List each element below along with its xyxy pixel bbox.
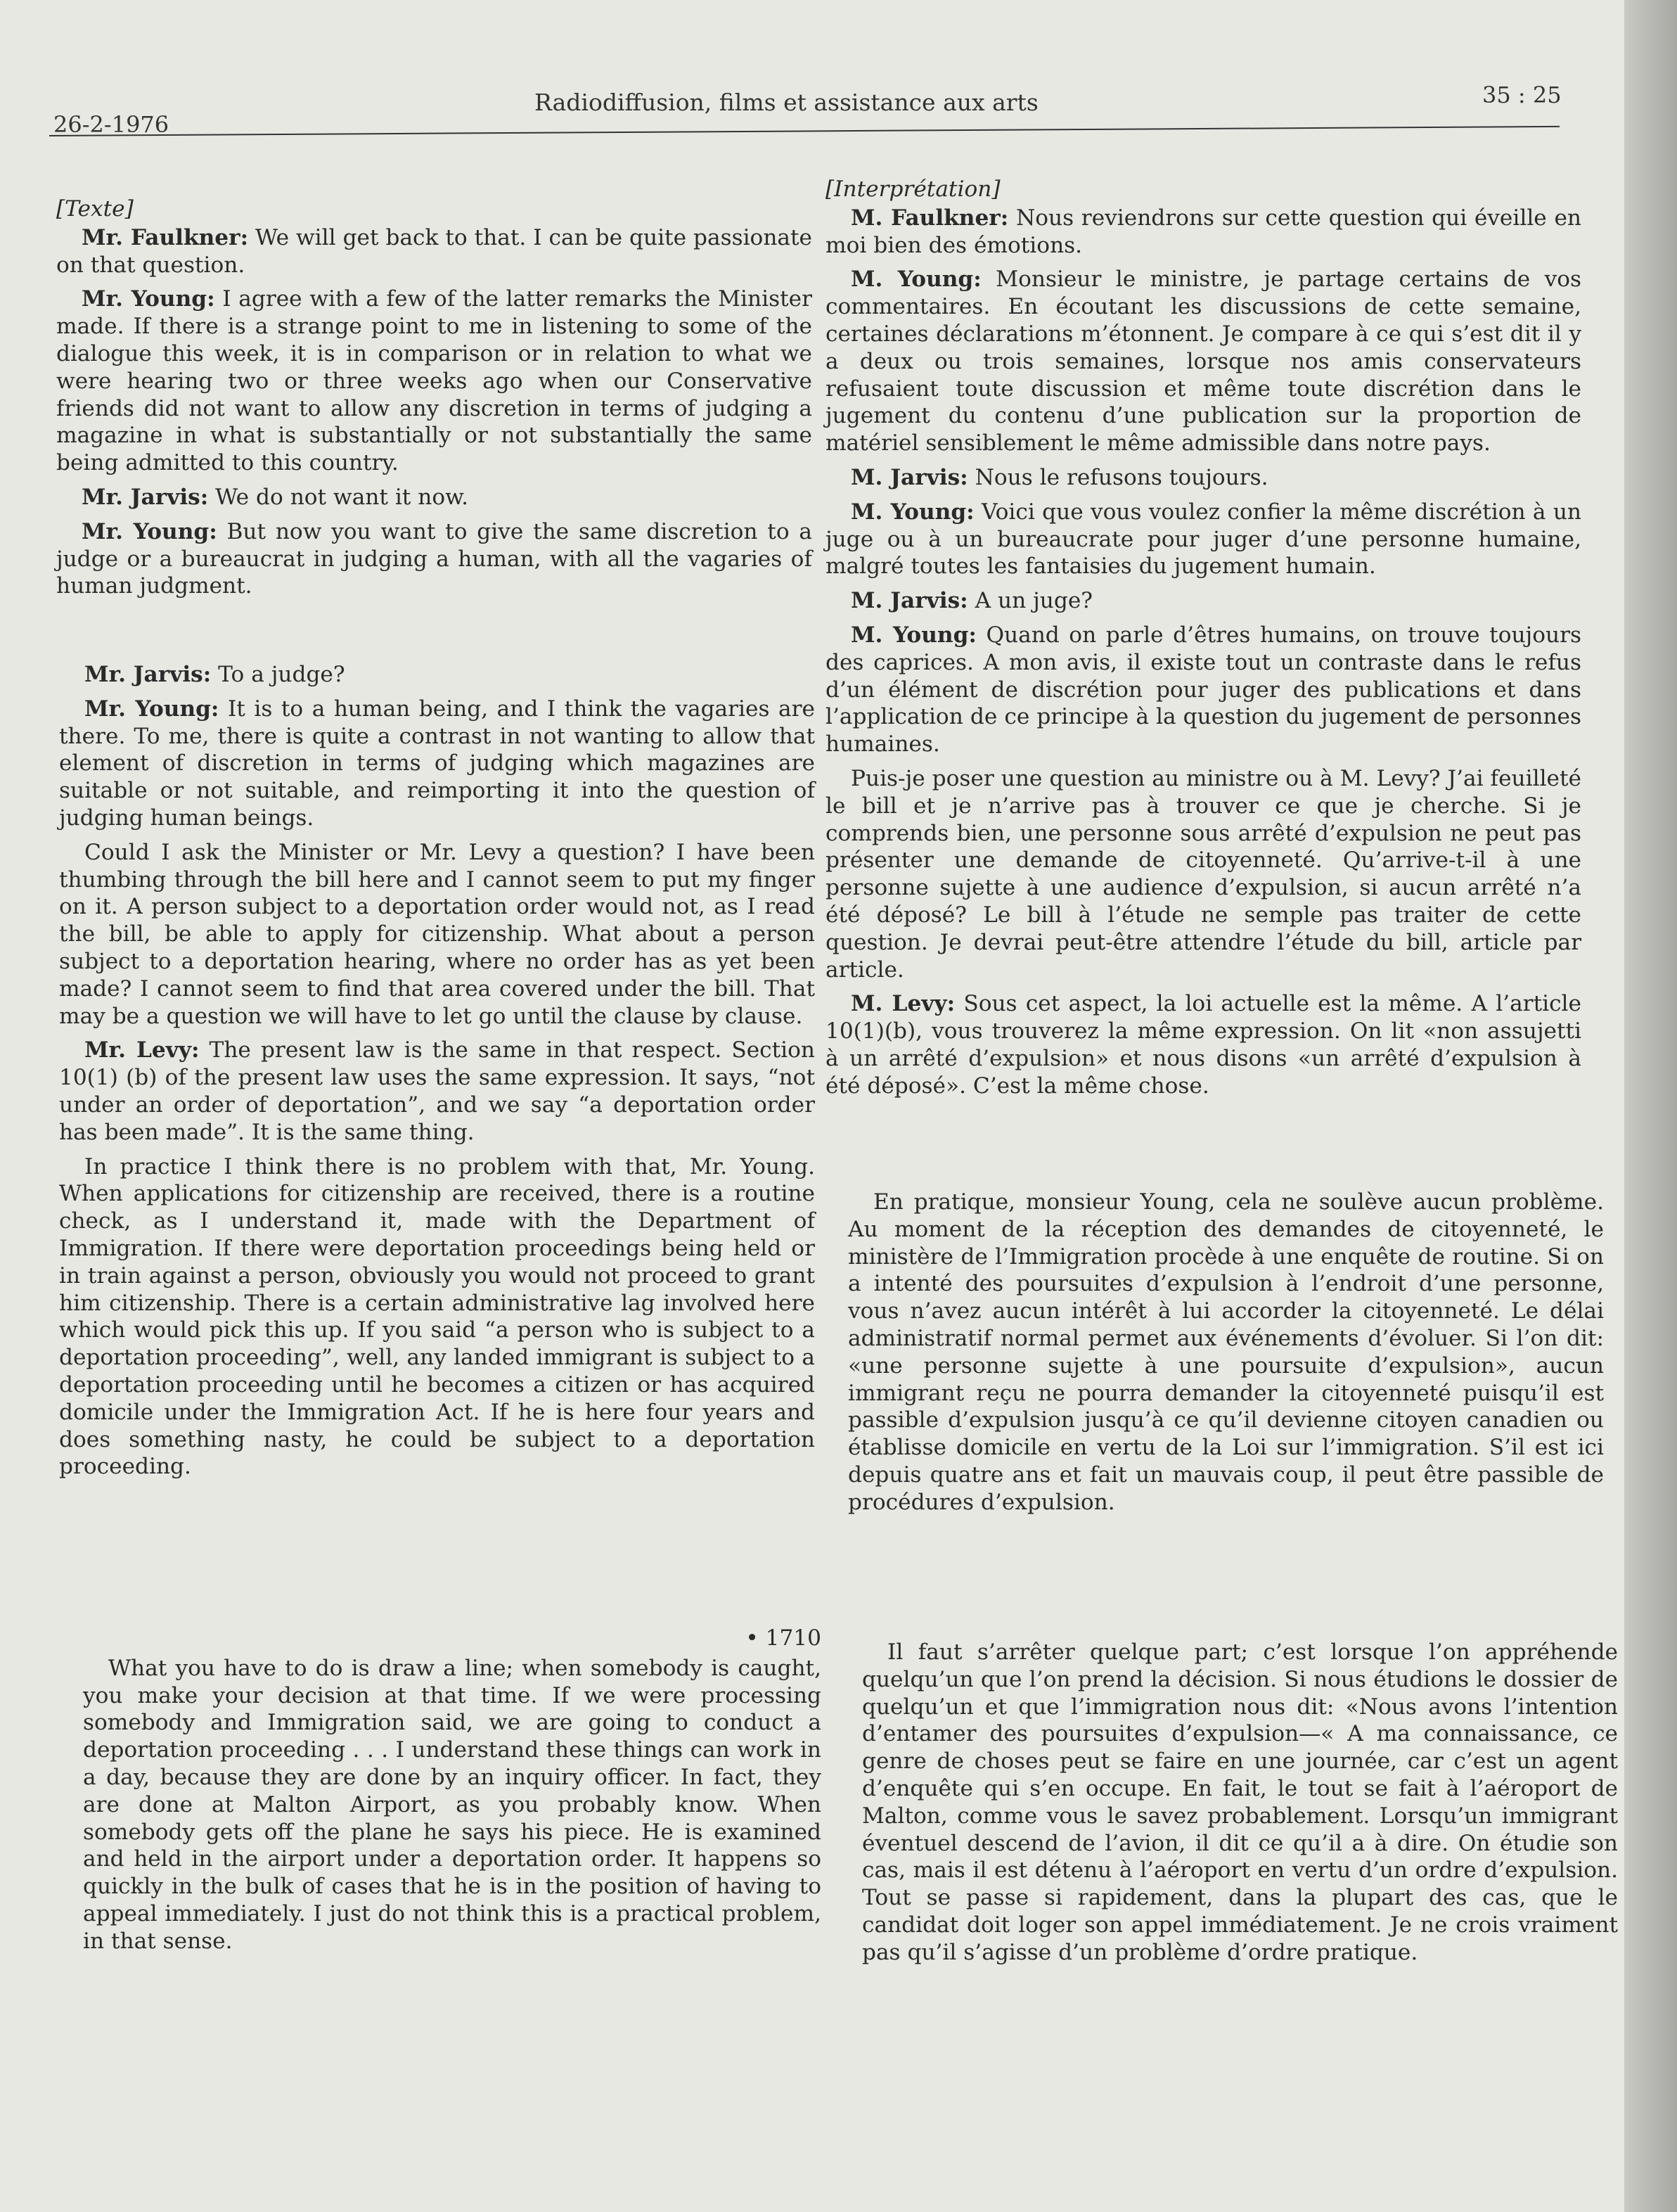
- paragraph-text: Nous le refusons toujours.: [968, 464, 1268, 490]
- paragraph: [862, 1639, 1618, 1967]
- paragraph-text: I agree with a few of the latter remarks the Minister made. If there is a strange point to me in listening to some of the dialogue this week, it is in comparison or in relation to what we were hearing two or three weeks ago when our Conservative friends did not want to allow any discretion in terms of judging a magazine in what is substantially or not substantially the same being admitted to this country.: [56, 286, 812, 476]
- paragraph: [59, 1037, 815, 1146]
- speaker-name: M. Young:: [851, 499, 975, 525]
- speaker-name: Mr. Young:: [82, 286, 215, 312]
- paragraph: [825, 990, 1581, 1099]
- french-column-block-3: [862, 1639, 1618, 1974]
- speaker-name: M. Young:: [851, 622, 977, 648]
- header-title: Radiodiffusion, films et assistance aux arts: [534, 89, 1039, 116]
- paragraph-text: To a judge?: [211, 662, 345, 687]
- speaker-name: Mr. Faulkner:: [82, 224, 249, 250]
- header-date: 26-2-1976: [53, 111, 169, 138]
- paragraph-text: Nous reviendrons sur cette question qui éveille en moi bien des émotions.: [825, 205, 1582, 258]
- speaker-name: Mr. Jarvis:: [84, 662, 212, 687]
- speaker-name: M. Young:: [851, 267, 982, 293]
- english-column-block-1: [56, 196, 812, 607]
- paragraph: [825, 765, 1581, 983]
- paragraph-text: Monsieur le ministre, je partage certains de vos commentaires. En écoutant les discussions de cette semaine, certaines déclarations m’étonnent. Je compare à ce qui s’est dit il y a deux ou trois semaines, lorsque nos amis conservateurs refusaient toute discussion et même toute discrétion dans le jugement du contenu d’une publication sur la proportion de matériel sensiblement le même admissible dans notre pays.: [825, 267, 1581, 456]
- paragraph: [825, 266, 1581, 457]
- paragraph: [59, 1153, 815, 1481]
- paragraph: [59, 696, 815, 832]
- speaker-name: M. Jarvis:: [851, 588, 968, 614]
- paragraph-text: Voici que vous voulez confier la même discrétion à un juge ou à un bureaucrate pour juger d’une personne humaine, malgré toutes les fantaisies du jugement humain.: [825, 499, 1581, 580]
- speaker-name: M. Levy:: [851, 991, 956, 1017]
- paragraph-text: In practice I think there is no problem with that, Mr. Young. When applications for citizenship are received, there is a routine check, as I understand it, made with the Department of Immigration. If there were deportation proceedings being held or in train against a person, obviously you would not proceed to grant him citizenship. There is a certain administrative lag involved here which would pick this up. If you said “a person who is subject to a deportation proceeding”, well, any landed immigrant is subject to a deportation proceeding until he becomes a citizen or has acquired domicile under the Immigration Act. If he is here four years and does something nasty, he could be subject to a deportation proceeding.: [59, 1153, 815, 1480]
- page-edge-shadow: [1624, 0, 1677, 2212]
- paragraph-text: Could I ask the Minister or Mr. Levy a question? I have been thumbing through the bill here and I cannot seem to put my finger on it. A person subject to a deportation order would not, as I read the bill, be able to apply for citizenship. What about a person subject to a deportation hearing, where no order has as yet been made? I cannot seem to find that area covered under the bill. That may be a question we will have to let go until the clause by clause.: [59, 839, 815, 1029]
- paragraph: [56, 484, 812, 511]
- paragraph: [825, 622, 1581, 758]
- paragraph: [59, 661, 815, 689]
- paragraph-text: Sous cet aspect, la loi actuelle est la même. A l’article 10(1)(b), vous trouverez la même expression. On lit «non assujetti à un arrêté d’expulsion» et nous disons «un arrêté d’expulsion à été déposé». C’est la même chose.: [825, 991, 1581, 1099]
- speaker-name: M. Jarvis:: [851, 464, 968, 490]
- french-column-block-2: [848, 1189, 1604, 1523]
- paragraph: [825, 464, 1581, 492]
- english-column-block-2: [59, 661, 815, 1488]
- paragraph-text: Puis-je poser une question au ministre ou à M. Levy? J’ai feuilleté le bill et je n’arrive pas à trouver ce que je cherche. Si je comprends bien, une personne sous arrêté d’expulsion ne peut pas présenter une demande de citoyenneté. Qu’arrive-t-il à une personne sujette à une audience d’expulsion, si aucun arrêté n’a été déposé? Le bill à l’étude ne semple pas traiter de cette question. Je devrai peut-être attendre l’étude du bill, article par article.: [825, 765, 1581, 983]
- speaker-name: M. Faulkner:: [851, 205, 1009, 231]
- paragraph-text: What you have to do is draw a line; when somebody is caught, you make your decision at that time. If we were processing somebody and Immigration said, we are going to conduct a deportation proceeding . . . I understand these things can work in a day, because they are done by an inquiry officer. In fact, they are done at Malton Airport, as you probably know. When somebody gets off the plane he says his piece. He is examined and held in the airport under a deportation order. It happens so quickly in the bulk of cases that he is in the position of having to appeal immediately. I just do not think this is a practical problem, in that sense.: [83, 1655, 821, 1954]
- paragraph: [825, 205, 1581, 260]
- paragraph: [59, 839, 815, 1030]
- paragraph: [825, 587, 1581, 615]
- language-label: [ Texte ]: [56, 196, 812, 223]
- paragraph-text: It is to a human being, and I think the vagaries are there. To me, there is quite a contrast in not wanting to allow that element of discretion in terms of judging which magazines are suitable or not suitable, and reimporting it into the question of judging human beings.: [59, 696, 815, 831]
- paragraph-text: A un juge?: [968, 588, 1093, 614]
- paragraph: [56, 286, 812, 477]
- paragraph: [848, 1189, 1604, 1516]
- paragraph: [56, 224, 812, 279]
- paragraph-text: But now you want to give the same discretion to a judge or a bureaucrat in judging a human, with all the vagaries of human judgment.: [56, 518, 812, 599]
- paragraph-text: The present law is the same in that respect. Section 10(1) (b) of the present law uses the same expression. It says, “not under an order of deportation”, and we say “a deportation order has been made”. It is the same thing.: [59, 1037, 815, 1145]
- paragraph-text: Quand on parle d’êtres humains, on trouve toujours des caprices. A mon avis, il existe tout un contraste dans le refus d’un élément de discrétion pour juger des publications et dans l’application de ce principe à la question du jugement de personnes humaines.: [825, 622, 1581, 757]
- speaker-name: Mr. Young:: [82, 518, 217, 544]
- speaker-name: Mr. Levy:: [84, 1037, 200, 1063]
- paragraph-text: We do not want it now.: [208, 484, 469, 510]
- speaker-name: Mr. Young:: [84, 696, 219, 722]
- paragraph-text: En pratique, monsieur Young, cela ne soulève aucun problème. Au moment de la réception des demandes de citoyenneté, le ministère de l’Immigration procède à une enquête de routine. Si on a intenté des poursuites d’expulsion à l’endroit d’une personne, vous n’avez aucun intérêt à lui accorder la citoyenneté. Le délai administratif normal permet aux événements d’évoluer. Si l’on dit: «une personne sujette à une poursuite d’expulsion», aucun immigrant reçu ne pourra demander la citoyenneté puisqu’il est passible d’expulsion jusqu’à ce qu’il devienne citoyen canadien ou établisse domicile en vertu de la Loi sur l’immigration. S’il est ici depuis quatre ans et fait un mauvais coup, il peut être passible de procédures d’expulsion.: [848, 1189, 1604, 1515]
- header-page-number: 35 : 25: [1482, 82, 1562, 108]
- paragraph: [83, 1655, 821, 1955]
- speaker-name: Mr. Jarvis:: [82, 484, 209, 510]
- paragraph: [56, 518, 812, 600]
- paragraph-text: We will get back to that. I can be quite passionate on that question.: [56, 224, 812, 278]
- paragraph: [825, 499, 1581, 580]
- time-marker: • 1710: [83, 1625, 821, 1652]
- header-rule: [49, 126, 1560, 136]
- french-column-block-1: [825, 176, 1581, 1107]
- language-label: [ Interprétation ]: [825, 176, 1581, 203]
- english-column-block-3: [83, 1625, 821, 1962]
- paragraph-text: Il faut s’arrêter quelque part; c’est lorsque l’on appréhende quelqu’un que l’on prend la décision. Si nous étudions le dossier de quelqu’un et que l’immigration nous dit: «Nous avons l’intention d’entamer des poursuites d’expulsion—« A ma connaissance, ce genre de choses peut se faire en une journée, car c’est un agent d’enquête qui s’en occupe. En fait, le tout se fait à l’aéroport de Malton, comme vous le savez probablement. Lorsqu’un immigrant éventuel descend de l’avion, il dit ce qu’il a à dire. On étudie son cas, mais il est détenu à l’aéroport en vertu d’un ordre d’expulsion. Tout se passe si rapidement, dans la plupart des cas, que le candidat doit loger son appel immédiatement. Je ne crois vraiment pas qu’il s’agisse d’un problème d’ordre pratique.: [862, 1639, 1618, 1965]
